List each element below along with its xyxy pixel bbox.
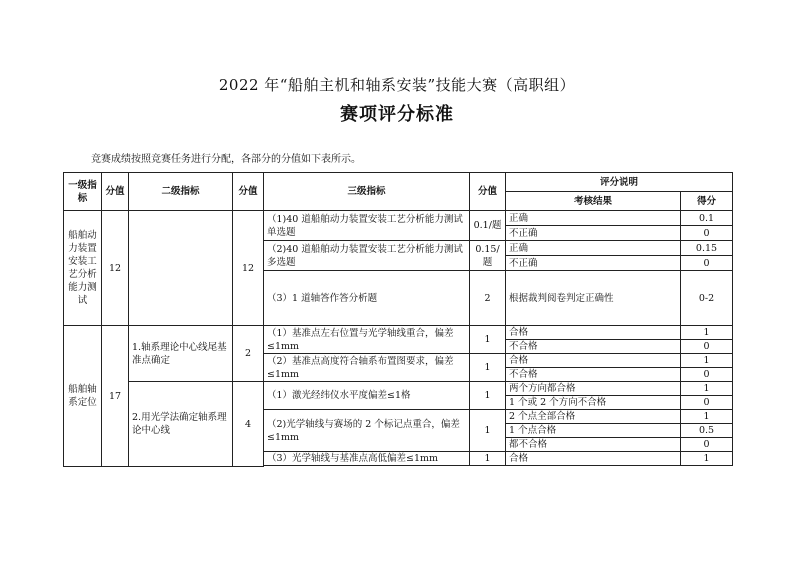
header-level2: 二级指标 bbox=[129, 173, 233, 211]
section2-score1: 17 bbox=[102, 326, 129, 467]
section2-sub2-item1-result2: 1 个或 2 个方向不合格 bbox=[506, 396, 681, 410]
section2-sub2-item3-text: （3）光学轴线与基准点高低偏差≤1mm bbox=[264, 452, 470, 466]
section1-item2-text: （2)40 道船舶动力装置安装工艺分析能力测试多选题 bbox=[264, 241, 470, 271]
section2-sub2-label: 2.用光学法确定轴系理论中心线 bbox=[129, 382, 233, 467]
document-title: 2022 年“船舶主机和轴系安装”技能大赛（高职组） bbox=[218, 76, 576, 94]
section2-sub2-item3-score: 1 bbox=[470, 452, 506, 466]
section1-item2-result1: 正确 bbox=[506, 241, 681, 256]
section2-sub2-score: 4 bbox=[233, 382, 264, 467]
section1-item2-points2: 0 bbox=[681, 256, 733, 271]
document-subtitle: 赛项评分标准 bbox=[340, 104, 454, 125]
section2-sub1-item1-text: （1）基准点左右位置与光学轴线重合，偏差≤1mm bbox=[264, 326, 470, 354]
section2-sub2-item3-points1: 1 bbox=[681, 452, 733, 466]
section2-sub1-score: 2 bbox=[233, 326, 264, 382]
section2-sub2-item1-points2: 0 bbox=[681, 396, 733, 410]
section1-item1-result2: 不正确 bbox=[506, 226, 681, 241]
section2-sub1-label: 1.轴系理论中心线尾基准点确定 bbox=[129, 326, 233, 382]
table-row bbox=[64, 382, 733, 396]
section1-item2-points1: 0.15 bbox=[681, 241, 733, 256]
section2-sub2-item2-result3: 都不合格 bbox=[506, 438, 681, 452]
section2-sub1-item1-score: 1 bbox=[470, 326, 506, 354]
section1-level2 bbox=[129, 211, 233, 326]
section2-sub2-item1-text: （1）激光经纬仪水平度偏差≤1格 bbox=[264, 382, 470, 410]
section2-sub2-item2-points2: 0.5 bbox=[681, 424, 733, 438]
section2-sub2-item2-score: 1 bbox=[470, 410, 506, 452]
section2-sub1-item2-points2: 0 bbox=[681, 368, 733, 382]
section2-sub1-item1-result1: 合格 bbox=[506, 326, 681, 340]
section1-item3-points1: 0-2 bbox=[681, 271, 733, 326]
table-row bbox=[64, 211, 733, 226]
section1-score1: 12 bbox=[102, 211, 129, 326]
section1-item1-points2: 0 bbox=[681, 226, 733, 241]
section2-sub1-item1-points1: 1 bbox=[681, 326, 733, 340]
section2-sub2-item1-points1: 1 bbox=[681, 382, 733, 396]
section2-sub2-item2-text: （2)光学轴线与赛场的 2 个标记点重合，偏差≤1mm bbox=[264, 410, 470, 452]
header-explain: 评分说明 bbox=[506, 173, 733, 192]
table-header-row bbox=[64, 173, 733, 192]
section2-sub2-item1-score: 1 bbox=[470, 382, 506, 410]
section1-item2-score: 0.15/题 bbox=[470, 241, 506, 271]
section2-sub1-item2-points1: 1 bbox=[681, 354, 733, 368]
section2-level1: 船舶轴系定位 bbox=[64, 326, 102, 467]
section2-sub1-item1-points2: 0 bbox=[681, 340, 733, 354]
section2-sub2-item3-result1: 合格 bbox=[506, 452, 681, 466]
section1-item2-result2: 不正确 bbox=[506, 256, 681, 271]
section2-sub1-item1-result2: 不合格 bbox=[506, 340, 681, 354]
header-level1: 一级指标 bbox=[64, 173, 102, 211]
section2-sub2-item2-result2: 1 个点合格 bbox=[506, 424, 681, 438]
table-row bbox=[64, 326, 733, 340]
scoring-table bbox=[63, 172, 733, 467]
header-level3: 三级指标 bbox=[264, 173, 470, 211]
section1-item1-result1: 正确 bbox=[506, 211, 681, 226]
header-result: 考核结果 bbox=[506, 192, 681, 211]
section2-sub2-item2-points3: 0 bbox=[681, 438, 733, 452]
section2-sub2-item1-result1: 两个方向都合格 bbox=[506, 382, 681, 396]
section1-item3-result1: 根据裁判阅卷判定正确性 bbox=[506, 271, 681, 326]
header-points: 得分 bbox=[681, 192, 733, 211]
header-score2: 分值 bbox=[233, 173, 264, 211]
section2-sub2-item2-points1: 1 bbox=[681, 410, 733, 424]
header-score1: 分值 bbox=[102, 173, 129, 211]
section1-item3-text: （3）1 道轴答作答分析题 bbox=[264, 271, 470, 326]
section1-item1-text: （1)40 道船舶动力装置安装工艺分析能力测试单选题 bbox=[264, 211, 470, 241]
header-score3: 分值 bbox=[470, 173, 506, 211]
intro-text: 竞赛成绩按照竞赛任务进行分配，各部分的分值如下表所示。 bbox=[91, 154, 361, 165]
section1-item3-score: 2 bbox=[470, 271, 506, 326]
section1-score2: 12 bbox=[233, 211, 264, 326]
section1-level1: 船舶动力装置安装工艺分析能力测试 bbox=[64, 211, 102, 326]
section2-sub1-item2-score: 1 bbox=[470, 354, 506, 382]
section2-sub2-item2-result1: 2 个点全部合格 bbox=[506, 410, 681, 424]
section1-item1-score: 0.1/题 bbox=[470, 211, 506, 241]
section2-sub1-item2-result1: 合格 bbox=[506, 354, 681, 368]
section2-sub1-item2-result2: 不合格 bbox=[506, 368, 681, 382]
section1-item1-points1: 0.1 bbox=[681, 211, 733, 226]
section2-sub1-item2-text: （2）基准点高度符合轴系布置图要求，偏差≤1mm bbox=[264, 354, 470, 382]
